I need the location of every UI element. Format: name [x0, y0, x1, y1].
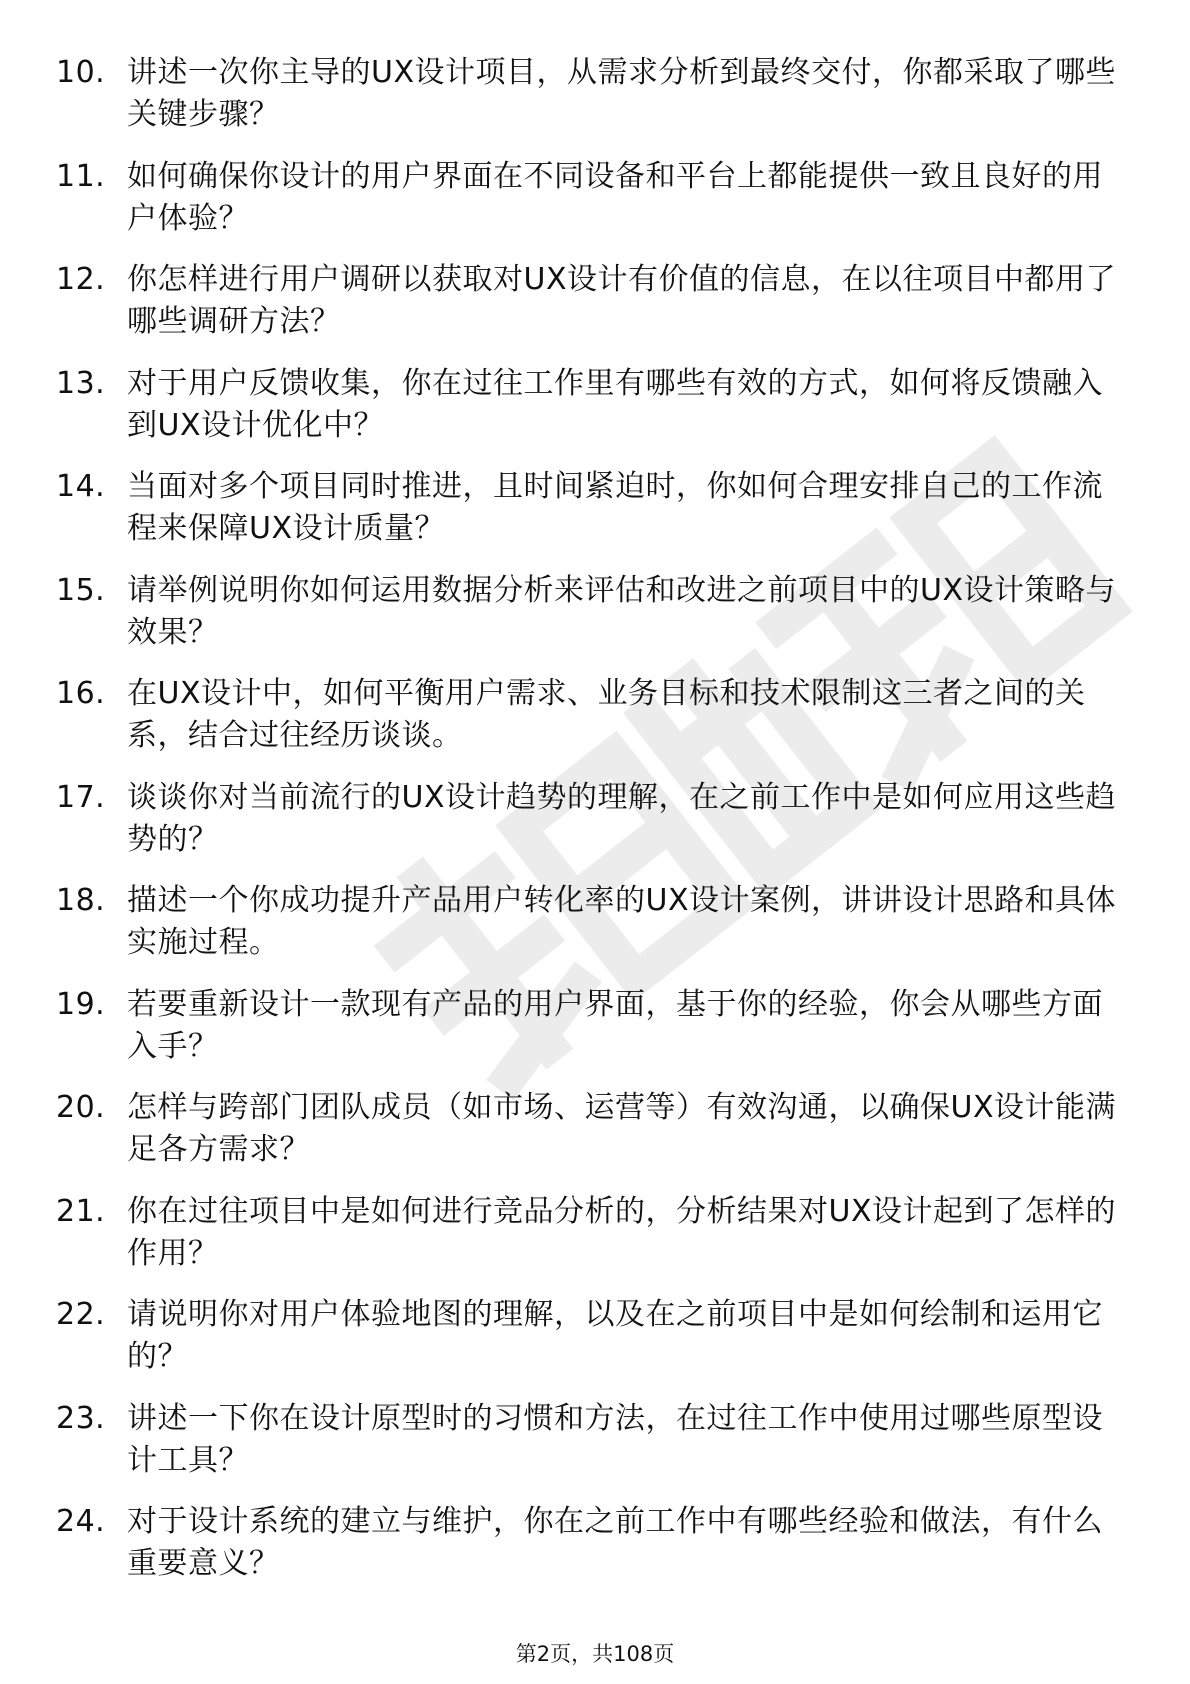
question-number: 11.: [56, 158, 106, 194]
question-number: 19.: [56, 986, 106, 1022]
question-number: 12.: [56, 262, 106, 297]
question-item-15: [56, 570, 1126, 674]
question-item-20: [56, 1087, 1126, 1191]
question-number: 20.: [56, 1090, 106, 1125]
question-item-23: [56, 1398, 1126, 1502]
question-text: 讲述一次你主导的UX设计项目，从需求分析到最终交付，你都采取了哪些关键步骤？: [127, 55, 1117, 132]
question-item-14: [56, 466, 1126, 570]
question-number: 13.: [56, 365, 106, 401]
question-text: 若要重新设计一款现有产品的用户界面，基于你的经验，你会从哪些方面入手？: [127, 986, 1103, 1064]
question-number: 15.: [56, 572, 106, 608]
question-number: 21.: [56, 1193, 106, 1229]
question-text: 如何确保你设计的用户界面在不同设备和平台上都能提供一致且良好的用户体验？: [127, 158, 1103, 236]
question-list: [56, 52, 1126, 1605]
question-text: 当面对多个项目同时推进，且时间紧迫时，你如何合理安排自己的工作流程来保障UX设计质量？: [127, 469, 1103, 546]
question-number: 17.: [56, 779, 106, 815]
question-number: 23.: [56, 1400, 106, 1436]
question-number: 16.: [56, 676, 106, 711]
page-footer: [0, 1640, 1190, 1668]
question-number: 22.: [56, 1297, 106, 1332]
question-item-16: [56, 673, 1126, 777]
question-item-19: [56, 984, 1126, 1088]
question-item-22: [56, 1294, 1126, 1398]
question-item-13: [56, 363, 1126, 467]
question-item-24: [56, 1501, 1126, 1605]
question-item-18: [56, 880, 1126, 984]
question-text: 请说明你对用户体验地图的理解，以及在之前项目中是如何绘制和运用它的？: [127, 1297, 1103, 1374]
question-number: 24.: [56, 1504, 106, 1539]
question-text: 在UX设计中，如何平衡用户需求、业务目标和技术限制这三者之间的关系，结合过往经历谈谈。: [127, 676, 1086, 753]
question-item-10: [56, 52, 1126, 156]
question-text: 请举例说明你如何运用数据分析来评估和改进之前项目中的UX设计策略与效果？: [127, 572, 1117, 650]
question-item-12: [56, 259, 1126, 363]
question-item-11: [56, 156, 1126, 260]
question-item-17: [56, 777, 1126, 881]
question-text: 你怎样进行用户调研以获取对UX设计有价值的信息，在以往项目中都用了哪些调研方法？: [127, 262, 1117, 339]
question-text: 对于设计系统的建立与维护，你在之前工作中有哪些经验和做法，有什么重要意义？: [127, 1504, 1103, 1581]
question-number: 18.: [56, 883, 106, 918]
page-number-label: 第2页，共108页: [515, 1642, 675, 1666]
question-text: 你在过往项目中是如何进行竞品分析的，分析结果对UX设计起到了怎样的作用？: [127, 1193, 1117, 1271]
question-text: 谈谈你对当前流行的UX设计趋势的理解，在之前工作中是如何应用这些趋势的？: [127, 779, 1117, 857]
question-text: 讲述一下你在设计原型时的习惯和方法，在过往工作中使用过哪些原型设计工具？: [127, 1400, 1103, 1478]
question-text: 怎样与跨部门团队成员（如市场、运营等）有效沟通，以确保UX设计能满足各方需求？: [127, 1090, 1117, 1167]
question-item-21: [56, 1191, 1126, 1295]
question-text: 对于用户反馈收集，你在过往工作里有哪些有效的方式，如何将反馈融入到UX设计优化中？: [127, 365, 1103, 443]
question-number: 10.: [56, 55, 106, 90]
question-text: 描述一个你成功提升产品用户转化率的UX设计案例，讲讲设计思路和具体实施过程。: [127, 883, 1117, 960]
question-number: 14.: [56, 469, 106, 504]
